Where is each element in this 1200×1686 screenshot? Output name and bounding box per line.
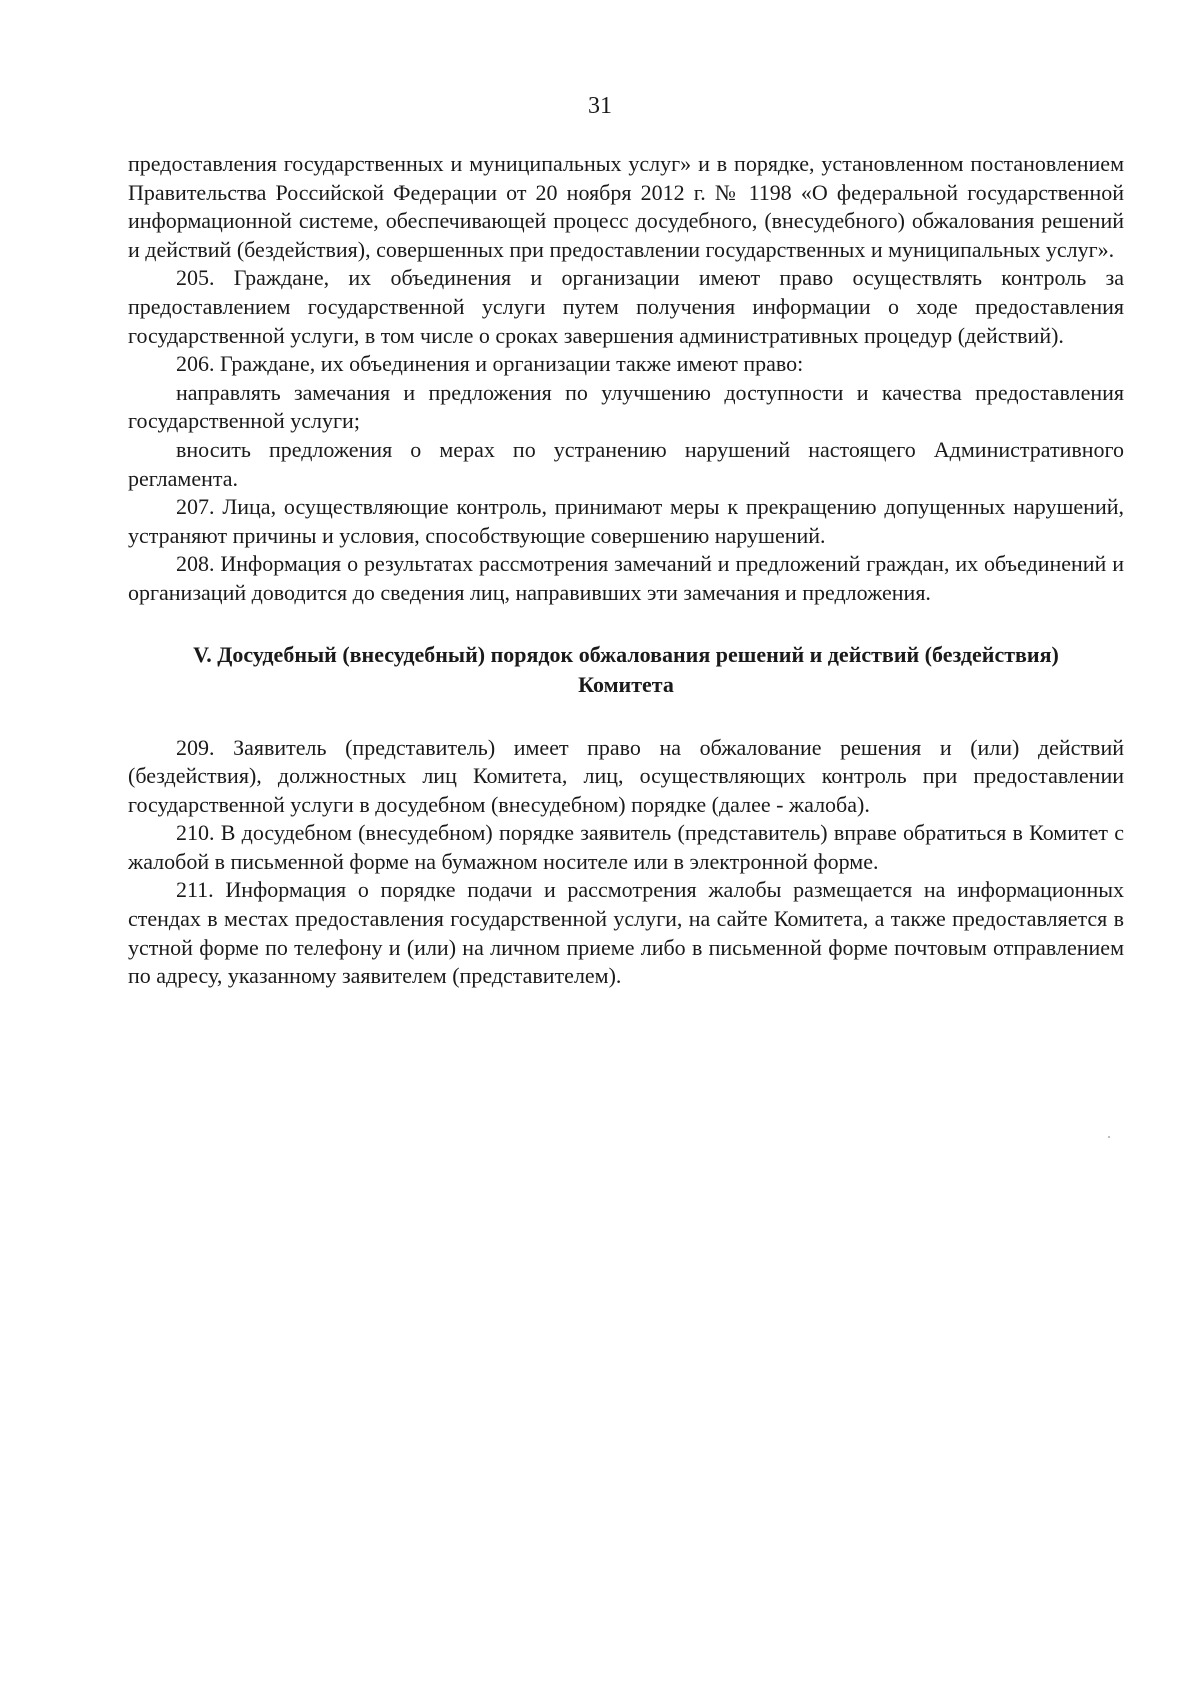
section-heading-line-1: V. Досудебный (внесудебный) порядок обжалования решений и действий (бездействия) [193, 641, 1059, 667]
document-body [128, 150, 1124, 991]
paragraph-205: 205. Граждане, их объединения и организации имеют право осуществлять контроль за предоставлением государственной услуги путем получения информации о ходе предоставления государственной услуги, в том числе о сроках завершения административных процедур (действий). [128, 265, 1124, 348]
paragraph-210: 210. В досудебном (внесудебном) порядке заявитель (представитель) вправе обратиться в Комитет с жалобой в письменной форме на бумажном носителе или в электронной форме. [128, 820, 1124, 874]
section-heading-line-2: Комитета [578, 671, 674, 697]
page-number: 31 [588, 93, 612, 119]
paragraph-209: 209. Заявитель (представитель) имеет право на обжалование решения и (или) действий (бездействия), должностных лиц Комитета, лиц, осуществляющих контроль при предоставлении государственной услуги в досудебном (внесудебном) порядке (далее - жалоба). [128, 734, 1124, 817]
paragraph-206-item-2: вносить предложения о мерах по устранению нарушений настоящего Административного регламента. [128, 436, 1124, 491]
paragraph-206: 206. Граждане, их объединения и организации также имеют право: [176, 351, 804, 377]
paragraph-206-item-1: направлять замечания и предложения по улучшению доступности и качества предоставления государственной услуги; [128, 379, 1124, 434]
paragraph-208: 208. Информация о результатах рассмотрения замечаний и предложений граждан, их объединений и организаций доводится до сведения лиц, направивших эти замечания и предложения. [128, 551, 1124, 605]
paragraph-207: 207. Лица, осуществляющие контроль, принимают меры к прекращению допущенных нарушений, устраняют причины и условия, способствующие совершению нарушений. [128, 494, 1124, 548]
scan-speck [1108, 1136, 1110, 1138]
section-heading [128, 640, 1124, 700]
paragraph-continuation: предоставления государственных и муниципальных услуг» и в порядке, установленном постановлением Правительства Российской Федерации от 20 ноября 2012 г. № 1198 «О федеральной государственной информационной системе, обеспечивающей процесс досудебного, (внесудебного) обжалования решений и действий (бездействия), совершенных при предоставлении государственных и муниципальных услуг». [128, 151, 1124, 262]
paragraph-211: 211. Информация о порядке подачи и рассмотрения жалобы размещается на информационных стендах в местах предоставления государственной услуги, на сайте Комитета, а также предоставляется в устной форме по телефону и (или) на личном приеме либо в письменной форме почтовым отправлением по адресу, указанному заявителем (представителем). [128, 877, 1124, 989]
